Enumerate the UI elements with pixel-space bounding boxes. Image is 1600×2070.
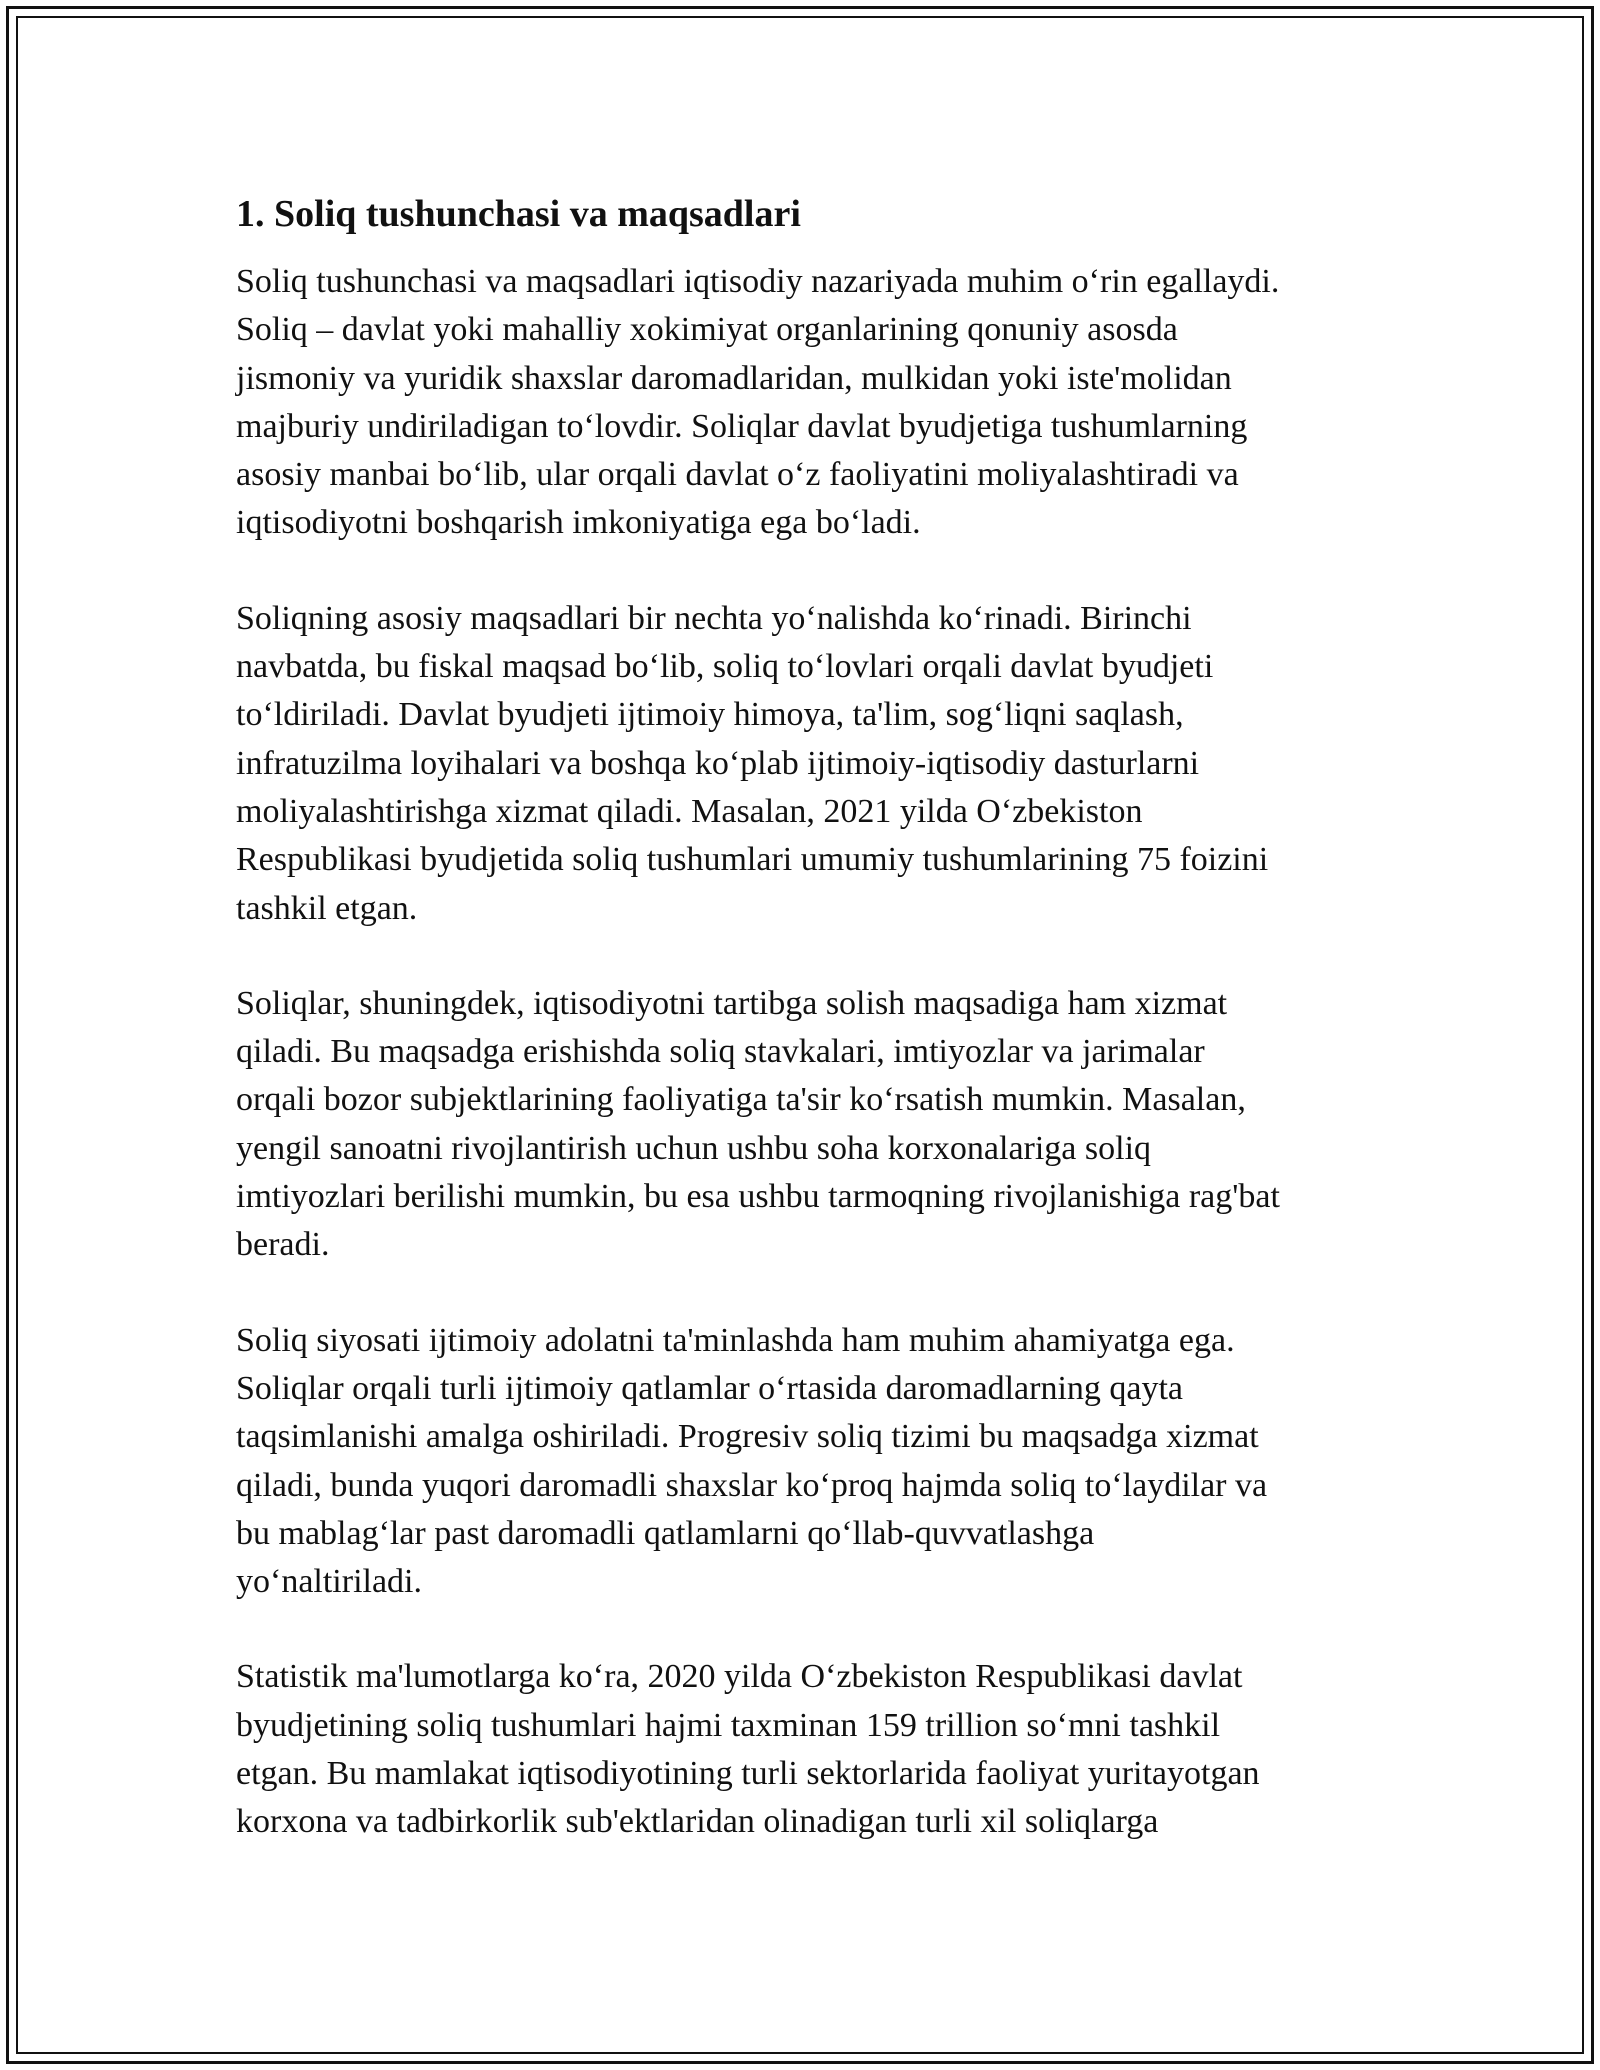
text-line: taqsimlanishi amalga oshiriladi. Progresiv soliq tizimi bu maqsadga xizmat <box>236 1418 1259 1456</box>
text-line: Statistik ma'lumotlarga ko‘ra, 2020 yilda O‘zbekiston Respublikasi davlat <box>236 1658 1243 1696</box>
text-line: byudjetining soliq tushumlari hajmi taxminan 159 trillion so‘mni tashkil <box>236 1706 1221 1744</box>
text-line: asosiy manbai bo‘lib, ular orqali davlat o‘z faoliyatini moliyalashtiradi va <box>236 456 1239 494</box>
text-line: tashkil etgan. <box>236 889 418 927</box>
section-heading: 1. Soliq tushunchasi va maqsadlari <box>236 193 801 235</box>
paragraph-2 <box>236 595 1386 933</box>
paragraph-5 <box>236 1653 1386 1846</box>
text-line: jismoniy va yuridik shaxslar daromadlaridan, mulkidan yoki iste'molidan <box>236 359 1232 397</box>
text-line: Soliq – davlat yoki mahalliy xokimiyat organlarining qonuniy asosda <box>236 311 1178 349</box>
text-line: etgan. Bu mamlakat iqtisodiyotining turli sektorlarida faoliyat yuritayotgan <box>236 1755 1260 1793</box>
text-line: navbatda, bu fiskal maqsad bo‘lib, soliq to‘lovlari orqali davlat byudjeti <box>236 648 1214 686</box>
text-line: Respublikasi byudjetida soliq tushumlari umumiy tushumlarining 75 foizini <box>236 841 1269 879</box>
text-line: moliyalashtirishga xizmat qiladi. Masalan, 2021 yilda O‘zbekiston <box>236 792 1143 830</box>
document-body <box>236 188 1386 1894</box>
text-line: Soliq siyosati ijtimoiy adolatni ta'minlashda ham muhim ahamiyatga ega. <box>236 1321 1235 1359</box>
text-line: Soliqlar, shuningdek, iqtisodiyotni tartibga solish maqsadiga ham xizmat <box>236 984 1228 1022</box>
text-line: infratuzilma loyihalari va boshqa ko‘plab ijtimoiy-iqtisodiy dasturlarni <box>236 744 1200 782</box>
text-line: qiladi. Bu maqsadga erishishda soliq stavkalari, imtiyozlar va jarimalar <box>236 1033 1205 1071</box>
text-line: qiladi, bunda yuqori daromadli shaxslar ko‘proq hajmda soliq to‘laydilar va <box>236 1466 1268 1504</box>
text-line: Soliqlar orqali turli ijtimoiy qatlamlar o‘rtasida daromadlarning qayta <box>236 1369 1184 1407</box>
text-line: korxona va tadbirkorlik sub'ektlaridan olinadigan turli xil soliqlarga <box>236 1803 1159 1841</box>
paragraph-1 <box>236 258 1386 548</box>
text-line: Soliq tushunchasi va maqsadlari iqtisodiy nazariyada muhim o‘rin egallaydi. <box>236 263 1280 300</box>
text-line: imtiyozlari berilishi mumkin, bu esa ushbu tarmoqning rivojlanishiga rag'bat <box>236 1178 1280 1216</box>
text-line: iqtisodiyotni boshqarish imkoniyatiga ega bo‘ladi. <box>236 504 921 542</box>
paragraph-3 <box>236 980 1386 1270</box>
text-line: beradi. <box>236 1226 330 1264</box>
text-line: yengil sanoatni rivojlantirish uchun ushbu soha korxonalariga soliq <box>236 1129 1152 1167</box>
paragraph-4 <box>236 1317 1386 1607</box>
text-line: orqali bozor subjektlarining faoliyatiga ta'sir ko‘rsatish mumkin. Masalan, <box>236 1081 1246 1119</box>
text-line: to‘ldiriladi. Davlat byudjeti ijtimoiy himoya, ta'lim, sog‘liqni saqlash, <box>236 696 1184 734</box>
text-line: bu mablag‘lar past daromadli qatlamlarni qo‘llab-quvvatlashga <box>236 1514 1095 1552</box>
text-line: Soliqning asosiy maqsadlari bir nechta yo‘nalishda ko‘rinadi. Birinchi <box>236 599 1192 637</box>
text-line: yo‘naltiriladi. <box>236 1563 423 1601</box>
text-line: majburiy undiriladigan to‘lovdir. Soliqlar davlat byudjetiga tushumlarning <box>236 407 1248 445</box>
